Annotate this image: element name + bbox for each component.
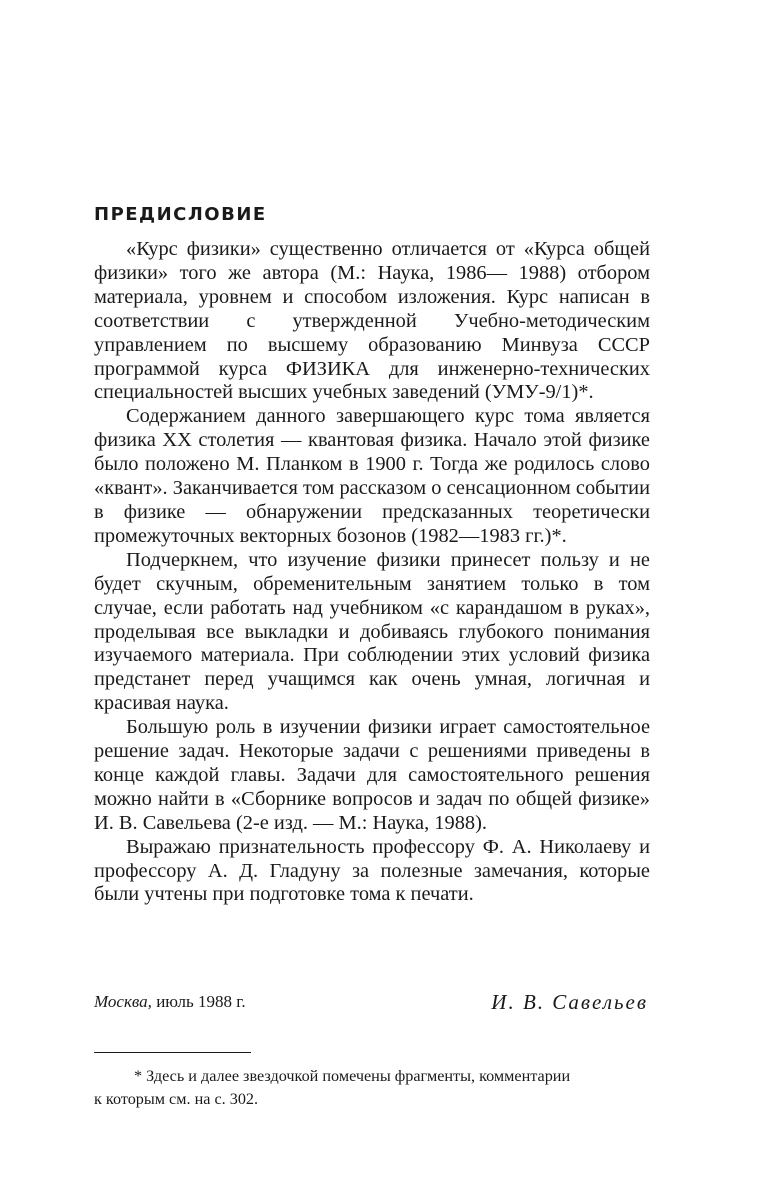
signature-date: июль 1988 г. — [156, 992, 246, 1011]
paragraph-3: Подчеркнем, что изучение физики принесет пользу и не будет скучным, обременительным занятием только в том случае, если работать над учебником «с карандашом в руках», проделывая все выкладки и добиваясь глубокого понимания изучаемого материала. При соблюдении этих условий физика предстанет перед учащимся как очень умная, логичная и красивая наука. — [94, 548, 650, 715]
page-title: ПРЕДИСЛОВИЕ — [94, 204, 267, 225]
signature-place: Москва, — [94, 992, 152, 1011]
footnote-line-1: * Здесь и далее звездочкой помечены фрагменты, комментарии — [134, 1067, 571, 1085]
signature-block — [94, 990, 650, 1018]
paragraph-5: Выражаю признательность профессору Ф. А. Николаеву и профессору А. Д. Гладуну за полезные замечания, которые были учтены при подготовке тома к печати. — [94, 835, 650, 906]
signature-author: И. В. Савельев — [491, 990, 648, 1014]
place-date — [94, 992, 246, 1012]
footnote-line-2: к которым см. на с. 302. — [94, 1090, 259, 1108]
footnote — [94, 1065, 654, 1111]
footnote-divider — [94, 1052, 251, 1053]
paragraph-1: «Курс физики» существенно отличается от «Курса общей физики» того же автора (М.: Наука, 1986— 1988) отбором материала, уровнем и способом изложения. Курс написан в соответствии с утвержденной Учебно-методическим управлением по высшему образованию Минвуза СССР программой курса ФИЗИКА для инженерно-технических специальностей высших учебных заведений (УМУ-9/1)*. — [94, 238, 650, 404]
paragraph-4: Большую роль в изучении физики играет самостоятельное решение задач. Некоторые задачи с решениями приведены в конце каждой главы. Задачи для самостоятельного решения можно найти в «Сборнике вопросов и задач по общей физике» И. В. Савельева (2-е изд. — М.: Наука, 1988). — [94, 716, 650, 834]
paragraph-2: Содержанием данного завершающего курс тома является физика XX столетия — квантовая физика. Начало этой физике было положено М. Планком в 1900 г. Тогда же родилось слово «квант». Заканчивается том рассказом о сенсационном событии в физике — обнаружении предсказанных теоретически промежуточных векторных бозонов (1982—1983 гг.)*. — [94, 405, 650, 547]
preface-body — [94, 238, 650, 907]
